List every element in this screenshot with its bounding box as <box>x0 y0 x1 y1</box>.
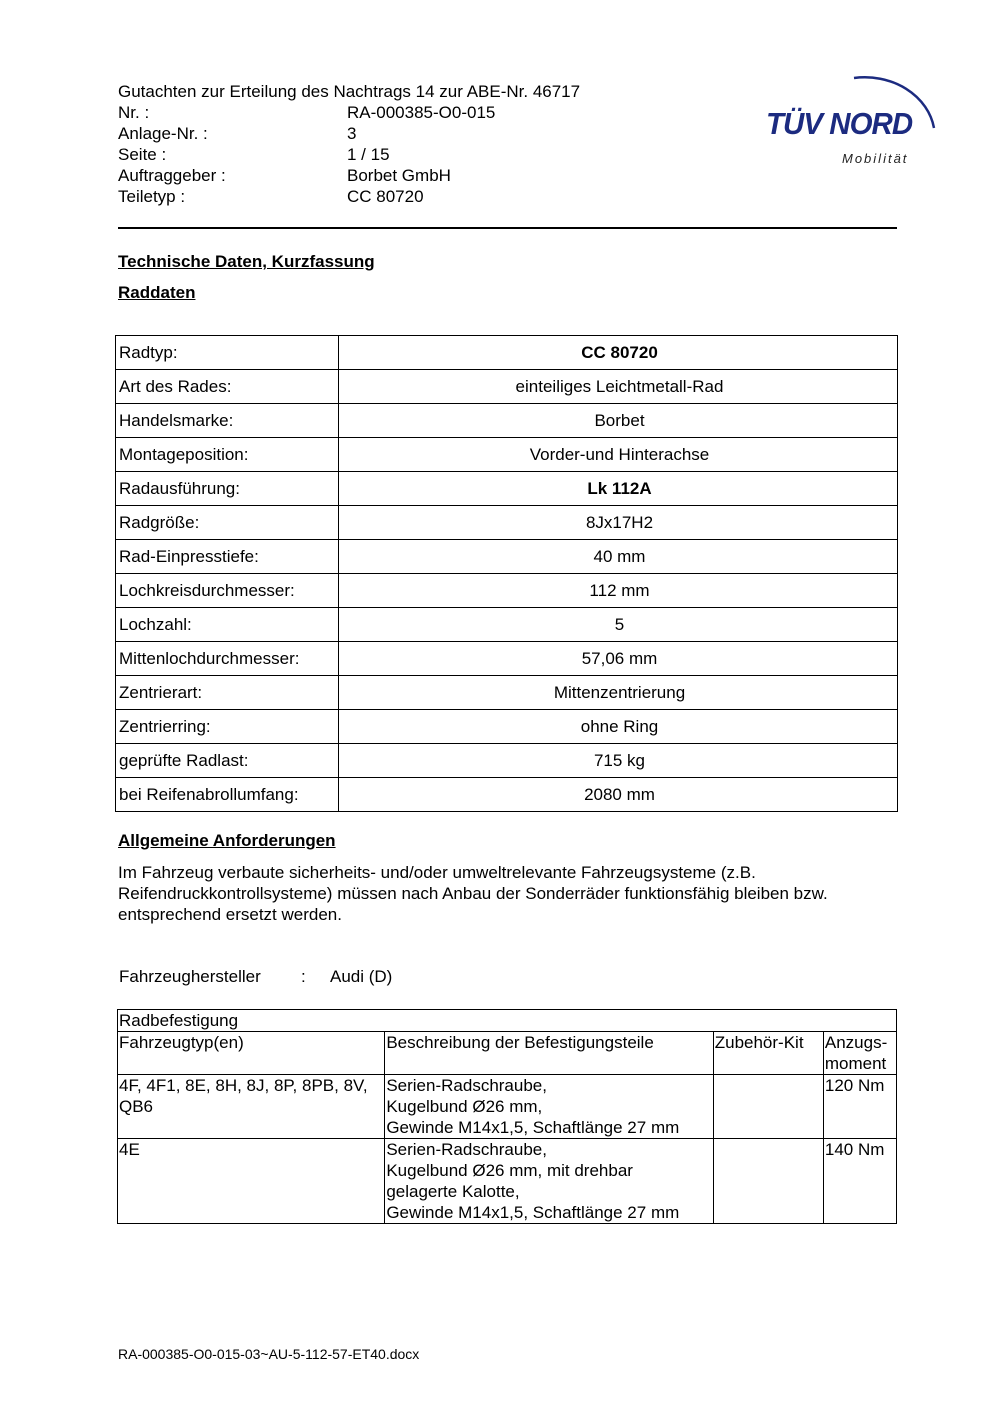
wheel-data-value: 57,06 mm <box>339 642 898 676</box>
wheel-data-value: Borbet <box>339 404 898 438</box>
manufacturer-label: Fahrzeughersteller <box>119 967 261 986</box>
footer-filename: RA-000385-O0-015-03~AU-5-112-57-ET40.docx <box>118 1346 420 1362</box>
wheel-data-heading: Raddaten <box>118 283 196 302</box>
wheel-data-label: geprüfte Radlast: <box>116 744 339 778</box>
fastening-title-row <box>118 1010 897 1032</box>
logo-subtitle: Mobilität <box>842 151 909 166</box>
description-line: Serien-Radschraube, <box>386 1140 547 1159</box>
header-torque: Anzugs- moment <box>823 1032 896 1075</box>
torque-cell: 120 Nm <box>823 1075 896 1139</box>
meta-value: Borbet GmbH <box>347 166 451 185</box>
wheel-data-label: Radausführung: <box>116 472 339 506</box>
wheel-data-table <box>115 335 898 812</box>
table-row <box>116 710 898 744</box>
vehicle-types-cell: 4E <box>118 1139 385 1224</box>
wheel-data-value: 5 <box>339 608 898 642</box>
table-row <box>116 540 898 574</box>
meta-value: 3 <box>347 124 357 143</box>
vehicle-types-cell: 4F, 4F1, 8E, 8H, 8J, 8P, 8PB, 8V, QB6 <box>118 1075 385 1139</box>
table-row <box>116 336 898 370</box>
table-row <box>118 1075 897 1139</box>
table-row <box>116 472 898 506</box>
header-divider <box>118 227 897 229</box>
manufacturer-separator: : <box>301 967 306 986</box>
wheel-data-label: Radgröße: <box>116 506 339 540</box>
meta-label: Anlage-Nr. : <box>118 124 208 143</box>
wheel-data-value: 40 mm <box>339 540 898 574</box>
document-header <box>118 81 678 207</box>
table-row <box>116 744 898 778</box>
wheel-data-value: Lk 112A <box>339 472 898 506</box>
fastening-header-row <box>118 1032 897 1075</box>
description-cell <box>385 1075 713 1139</box>
description-line: Kugelbund Ø26 mm, mit drehbar <box>386 1161 633 1180</box>
description-line: gelagerte Kalotte, <box>386 1182 520 1201</box>
wheel-data-label: Lochzahl: <box>116 608 339 642</box>
table-row <box>116 404 898 438</box>
general-requirements-text: Im Fahrzeug verbaute sicherheits- und/oder umweltrelevante Fahrzeugsysteme (z.B. Reifendruckkontrollsysteme) müssen nach Anbau der Sonderräder funktionsfähig bleiben bzw. entsprechend ersetzt werden. <box>118 863 828 924</box>
wheel-data-value: Vorder-und Hinterachse <box>339 438 898 472</box>
general-requirements-heading: Allgemeine Anforderungen <box>118 831 336 850</box>
wheel-data-label: Radtyp: <box>116 336 339 370</box>
meta-row-attachment <box>118 123 678 144</box>
meta-row-part-type <box>118 186 678 207</box>
wheel-data-label: Handelsmarke: <box>116 404 339 438</box>
wheel-data-value: ohne Ring <box>339 710 898 744</box>
header-vehicle-types: Fahrzeugtyp(en) <box>118 1032 385 1075</box>
wheel-data-value: Mittenzentrierung <box>339 676 898 710</box>
wheel-data-label: Art des Rades: <box>116 370 339 404</box>
manufacturer-value: Audi (D) <box>330 967 393 986</box>
table-row <box>118 1139 897 1224</box>
table-row <box>116 370 898 404</box>
tuv-nord-logo <box>766 58 941 170</box>
wheel-data-value: 2080 mm <box>339 778 898 812</box>
wheel-fastening-table <box>117 1009 897 1224</box>
table-row <box>116 642 898 676</box>
wheel-data-label: Lochkreisdurchmesser: <box>116 574 339 608</box>
description-line: Gewinde M14x1,5, Schaftlänge 27 mm <box>386 1118 680 1137</box>
table-row <box>116 608 898 642</box>
description-line: Gewinde M14x1,5, Schaftlänge 27 mm <box>386 1203 680 1222</box>
wheel-data-value: 112 mm <box>339 574 898 608</box>
wheel-data-label: Montageposition: <box>116 438 339 472</box>
report-title: Gutachten zur Erteilung des Nachtrags 14 zur ABE-Nr. 46717 <box>118 82 581 101</box>
meta-label: Seite : <box>118 145 167 164</box>
wheel-data-label: bei Reifenabrollumfang: <box>116 778 339 812</box>
table-row <box>116 778 898 812</box>
fastening-title: Radbefestigung <box>118 1010 897 1032</box>
wheel-data-value: CC 80720 <box>339 336 898 370</box>
meta-row-number <box>118 102 678 123</box>
meta-value: 1 / 15 <box>347 145 390 164</box>
header-description: Beschreibung der Befestigungsteile <box>385 1032 713 1075</box>
meta-label: Nr. : <box>118 103 150 122</box>
tech-data-heading: Technische Daten, Kurzfassung <box>118 252 375 271</box>
wheel-data-label: Zentrierring: <box>116 710 339 744</box>
accessory-kit-cell <box>713 1139 823 1224</box>
description-line: Serien-Radschraube, <box>386 1076 547 1095</box>
wheel-data-label: Rad-Einpresstiefe: <box>116 540 339 574</box>
wheel-data-label: Zentrierart: <box>116 676 339 710</box>
meta-row-client <box>118 165 678 186</box>
wheel-data-label: Mittenlochdurchmesser: <box>116 642 339 676</box>
wheel-data-value: 715 kg <box>339 744 898 778</box>
wheel-data-value: 8Jx17H2 <box>339 506 898 540</box>
accessory-kit-cell <box>713 1075 823 1139</box>
description-cell <box>385 1139 713 1224</box>
header-accessory-kit: Zubehör-Kit <box>713 1032 823 1075</box>
meta-value: CC 80720 <box>347 187 424 206</box>
wheel-data-value: einteiliges Leichtmetall-Rad <box>339 370 898 404</box>
table-row <box>116 506 898 540</box>
description-line: Kugelbund Ø26 mm, <box>386 1097 543 1116</box>
meta-row-page <box>118 144 678 165</box>
vehicle-manufacturer-line <box>119 967 392 987</box>
torque-cell: 140 Nm <box>823 1139 896 1224</box>
meta-label: Teiletyp : <box>118 187 186 206</box>
meta-label: Auftraggeber : <box>118 166 226 185</box>
logo-brand-text: TÜV NORD <box>766 106 913 141</box>
meta-value: RA-000385-O0-015 <box>347 103 496 122</box>
table-row <box>116 438 898 472</box>
table-row <box>116 676 898 710</box>
table-row <box>116 574 898 608</box>
